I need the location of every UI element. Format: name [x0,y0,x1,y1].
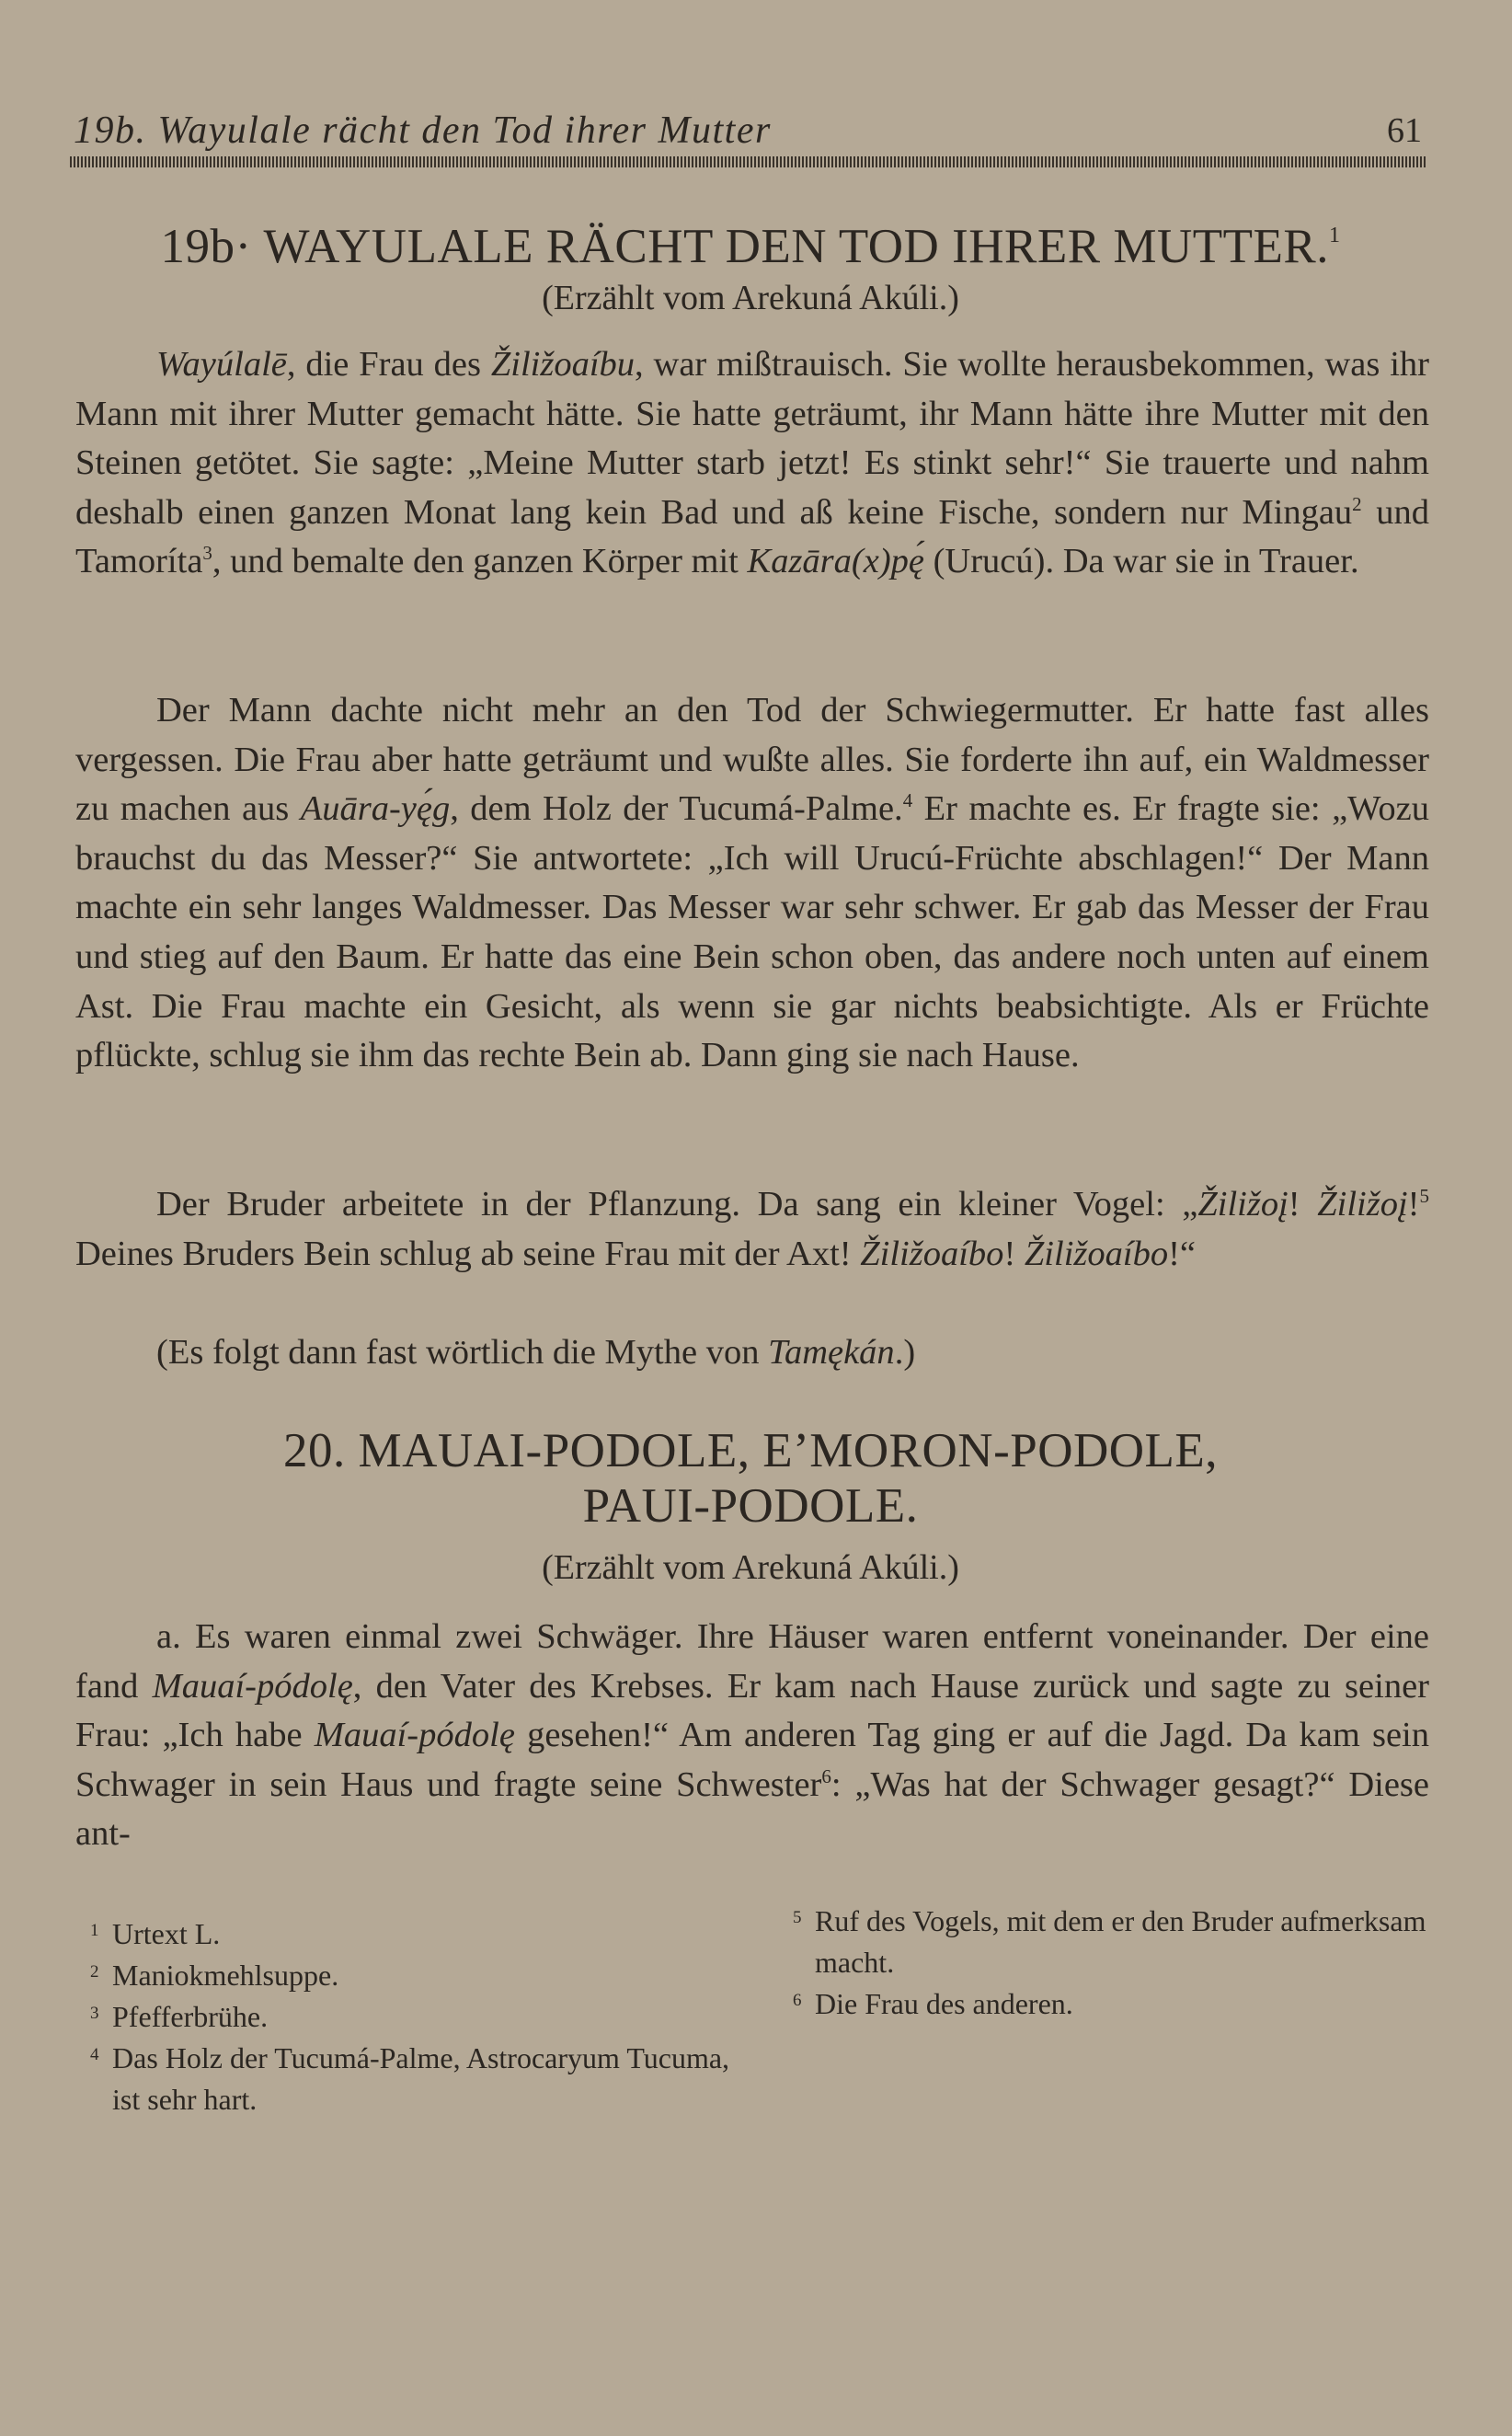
footnote-mark: 2 [90,1962,99,1982]
footnote-mark: 3 [90,2004,99,2023]
text-run: .) [894,1333,916,1372]
italic-term: Žiližoaíbu [490,345,636,384]
text-run: , die Frau des [286,345,491,384]
text-run: (Es folgt dann fast wörtlich die Mythe von [156,1333,769,1372]
footnote-text: Pfefferbrühe. [112,2000,269,2033]
italic-term: Žiližoaíbo [1024,1234,1169,1273]
section-20-source: (Erzählt vom Arekuná Akúli.) [542,1548,959,1587]
footnote-ref: 3 [202,542,212,565]
italic-term: Kazāra(x)pę́ [747,542,924,581]
text-run: , dem Holz der Tucumá-Palme. [450,789,903,829]
section-19b-title: 19b· WAYULALE RÄCHT DEN TOD IHRER MUTTER. [160,220,1329,273]
text-run: und Tamoríta [75,492,1429,581]
paragraph [75,340,1429,587]
paragraph-text [156,1333,915,1372]
text-run: ! [1288,1185,1318,1224]
footnote-mark: 1 [90,1921,99,1940]
footnote-text: Ruf des Vogels, mit dem er den Bruder aufmerksam macht. [815,1904,1426,1979]
text-run: Der Mann dachte nicht mehr an den Tod der Schwiegermutter. Er hatte fast alles vergessen. Die Frau aber hatte geträumt und wußte alles. Sie forderte ihn auf, ein Waldmesser zu machen aus [75,691,1429,829]
footnote-ref: 1 [1328,224,1341,247]
text-run: gesehen!“ Am anderen Tag ging er auf die Jagd. Da kam sein Schwager in sein Haus und fragte seine Schwester [75,1716,1429,1804]
footnote [90,1996,752,2038]
text-run: ! [1407,1185,1420,1224]
footnote-ref: 5 [1419,1185,1429,1207]
footnote-text: Das Holz der Tucumá-Palme, Astrocaryum Tucuma, ist sehr hart. [112,2041,730,2116]
footnote [90,1913,752,1955]
paragraph-text [75,1617,1429,1853]
footnote-mark: 5 [793,1908,802,1927]
paragraph [75,686,1429,1081]
italic-term: Mauaí-pódolę [152,1666,353,1706]
header-rule [70,156,1426,167]
section-19b-source: (Erzählt vom Arekuná Akúli.) [542,279,959,317]
paragraph-text [75,691,1429,1074]
text-run: Er machte es. Er fragte sie: „Wozu brauchst du das Messer?“ Sie antwortete: „Ich will Urucú-Früchte abschlagen!“ Der Mann machte ein sehr langes Waldmesser. Das Messer war sehr schwer. Er gab das Messer der Frau und stieg auf den Baum. Er hatte das eine Bein schon oben, das andere noch unten auf einem Ast. Die Frau machte ein Gesicht, als wenn sie gar nichts beabsichtigte. Als er Früchte pflückte, schlug sie ihm das rechte Bein ab. Dann ging sie nach Hause. [75,789,1429,1075]
italic-term: Auāra-yę́g [300,789,451,829]
footnote [793,1983,1448,2025]
italic-term: Žiližoaíbo [860,1234,1004,1273]
text-run: Deines Bruders Bein schlug ab seine Frau mit der Axt! [75,1234,861,1273]
paragraph [75,1328,1429,1378]
footnote [793,1901,1448,1983]
section-19b-heading [70,219,1431,274]
text-run: Der Bruder arbeitete in der Pflanzung. Da sang ein kleiner Vogel: „ [156,1185,1198,1224]
page-number: 61 [1387,111,1422,150]
paragraph-text [75,1185,1429,1273]
paragraph [75,1180,1429,1279]
footnote-text: Die Frau des anderen. [815,1987,1073,2020]
footnotes-right [793,1901,1448,2025]
section-20-heading-line2: PAUI-PODOLE. [582,1479,919,1533]
footnote-ref: 6 [821,1764,831,1787]
footnote-ref: 4 [902,789,913,812]
footnote-ref: 2 [1352,492,1362,515]
text-run: a. Es waren einmal zwei Schwäger. Ihre Häuser waren entfernt voneinander. Der eine fand [75,1617,1429,1706]
running-head [70,109,1426,156]
italic-term: Tamękán [768,1333,895,1372]
footnotes-left [90,1913,752,2120]
text-run: , und bemalte den ganzen Körper mit [212,542,748,581]
section-20-heading-line1: 20. MAUAI-PODOLE, E’MORON-PODOLE, [282,1424,1219,1477]
text-run: (Urucú). Da war sie in Trauer. [923,542,1359,581]
paragraph [75,1613,1429,1859]
text-run: , den Vater des Krebses. Er kam nach Hause zurück und sagte zu seiner Frau: „Ich habe [75,1666,1429,1755]
footnote [90,1955,752,1996]
paragraph-text [75,345,1429,580]
footnote-mark: 4 [90,2045,99,2064]
italic-term: Žiližoį [1197,1185,1289,1224]
running-title: 19b. Wayulale rächt den Tod ihrer Mutter [74,109,772,152]
italic-term: Wayúlalē [156,345,287,384]
text-run: !“ [1168,1234,1196,1273]
text-run: , war mißtrauisch. Sie wollte herausbekommen, was ihr Mann mit ihrer Mutter gemacht hätte. Sie hatte geträumt, ihr Mann hätte ihre Mutter mit den Steinen getötet. Sie sagte: „Meine Mutter starb jetzt! Es stinkt sehr!“ Sie trauerte und nahm deshalb einen ganzen Monat lang kein Bad und aß keine Fische, sondern nur Mingau [75,345,1429,532]
text-run: ! [1003,1234,1025,1273]
footnote [90,2038,752,2120]
text-run: : „Was hat der Schwager gesagt?“ Diese ant- [75,1764,1429,1854]
italic-term: Žiližoį [1317,1185,1408,1224]
italic-term: Mauaí-pódolę [314,1716,515,1755]
footnote-text: Maniokmehlsuppe. [112,1959,339,1992]
footnote-mark: 6 [793,1991,802,2010]
footnote-text: Urtext L. [112,1917,221,1950]
